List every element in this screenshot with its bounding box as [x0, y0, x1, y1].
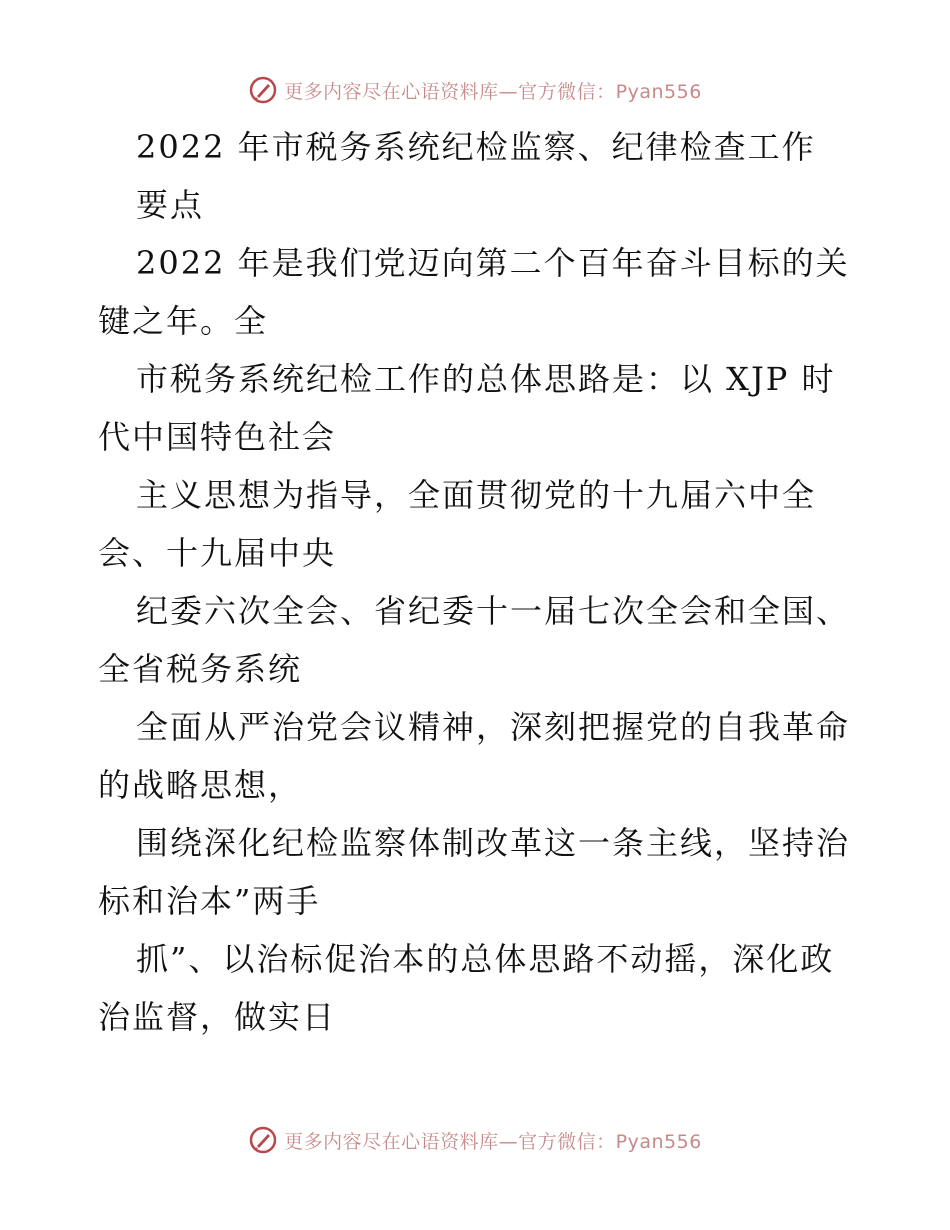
- document-line: 标和治本”两手: [98, 882, 321, 920]
- document-body: [98, 118, 858, 1046]
- header-watermark: [0, 72, 950, 108]
- document-line: 的战略思想，: [98, 766, 303, 804]
- document-line: 全面从严治党会议精神，深刻把握党的自我革命: [136, 708, 851, 746]
- document-line: 要点: [136, 186, 205, 224]
- document-line: 市税务系统纪检工作的总体思路是：以 XJP 时: [136, 360, 836, 398]
- document-line: 主义思想为指导，全面贯彻党的十九届六中全: [136, 476, 817, 514]
- document-line: 会、十九届中央: [98, 534, 337, 572]
- document-line: 抓”、以治标促治本的总体思路不动摇，深化政: [136, 940, 835, 978]
- document-line: 2022 年市税务系统纪检监察、纪律检查工作: [136, 128, 816, 166]
- document-line: 代中国特色社会: [98, 418, 337, 456]
- document-line: 键之年。全: [98, 302, 269, 340]
- footer-watermark: [0, 1122, 950, 1158]
- pen-logo-icon: [248, 75, 278, 105]
- document-line: 围绕深化纪检监察体制改革这一条主线，坚持治: [136, 824, 851, 862]
- header-watermark-text: 更多内容尽在心语资料库—官方微信：Pyan556: [284, 80, 702, 103]
- document-line: 全省税务系统: [98, 650, 303, 688]
- document-line: 纪委六次全会、省纪委十一届七次全会和全国、: [136, 592, 851, 630]
- document-line: 治监督，做实日: [98, 998, 337, 1036]
- pen-logo-icon: [248, 1125, 278, 1155]
- document-line: 2022 年是我们党迈向第二个百年奋斗目标的关: [136, 244, 850, 282]
- footer-watermark-text: 更多内容尽在心语资料库—官方微信：Pyan556: [284, 1130, 702, 1153]
